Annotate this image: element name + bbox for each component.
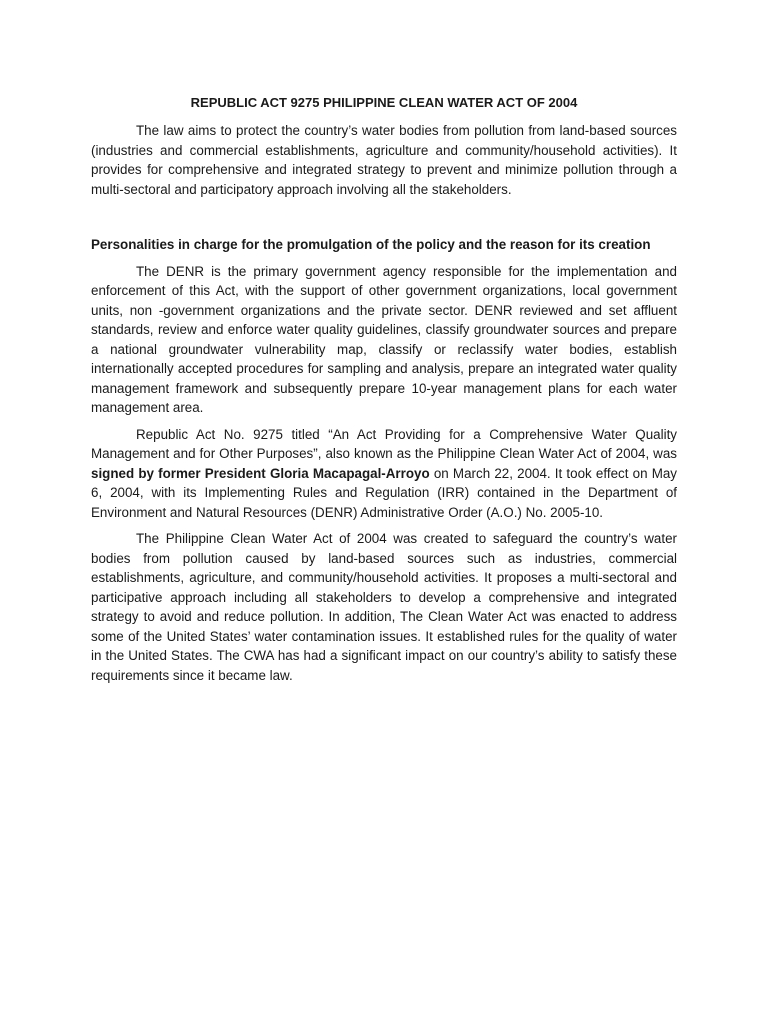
creation-reason-paragraph: The Philippine Clean Water Act of 2004 was created to safeguard the country’s water bodies from pollution caused by land-based sources such as industries, commercial establishments, agriculture, and community/household activities. It proposes a multi-sectoral and participative approach including all stakeholders to develop a comprehensive and integrated strategy to avoid and reduce pollution. In addition, The Clean Water Act was enacted to address some of the United States’ water contamination issues. It established rules for the quality of water in the United States. The CWA has had a significant impact on our country’s ability to satisfy these requirements since it became law.	[91, 531, 677, 683]
denr-paragraph: The DENR is the primary government agency responsible for the implementation and enforcement of this Act, with the support of other government organizations, local government units, non -government organizations and the private sector. DENR reviewed and set affluent standards, review and enforce water quality guidelines, classify groundwater sources and prepare a national groundwater vulnerability map, classify or reclassify water bodies, establish internationally accepted procedures for sampling and analysis, prepare an integrated water quality management framework and subsequently prepare 10-year management plans for each water management area.	[91, 263, 677, 415]
document-page	[91, 93, 677, 685]
republic-act-paragraph	[91, 425, 677, 523]
document-title: REPUBLIC ACT 9275 PHILIPPINE CLEAN WATER ACT OF 2004	[190, 95, 578, 110]
ra-text-after: on March 22, 2004. It took effect on May 6, 2004, with its Implementing Rules and Regulation (IRR) contained in the Department of Environment and Natural Resources (DENR) Administrative Order (A.O.) No. 2005-10.	[91, 465, 677, 520]
section-heading: Personalities in charge for the promulgation of the policy and the reason for its creation	[91, 237, 651, 252]
ra-text-before: Republic Act No. 9275 titled “An Act Providing for a Comprehensive Water Quality Management and for Other Purposes”, also known as the Philippine Clean Water Act of 2004, was	[91, 426, 677, 461]
intro-paragraph: The law aims to protect the country’s water bodies from pollution from land-based sources (industries and commercial establishments, agriculture and community/household activities). It provides for comprehensive and integrated strategy to prevent and minimize pollution through a multi-sectoral and participatory approach involving all the stakeholders.	[91, 123, 677, 197]
ra-signed-by-emphasis: signed by former President Gloria Macapagal-Arroyo	[91, 465, 430, 481]
